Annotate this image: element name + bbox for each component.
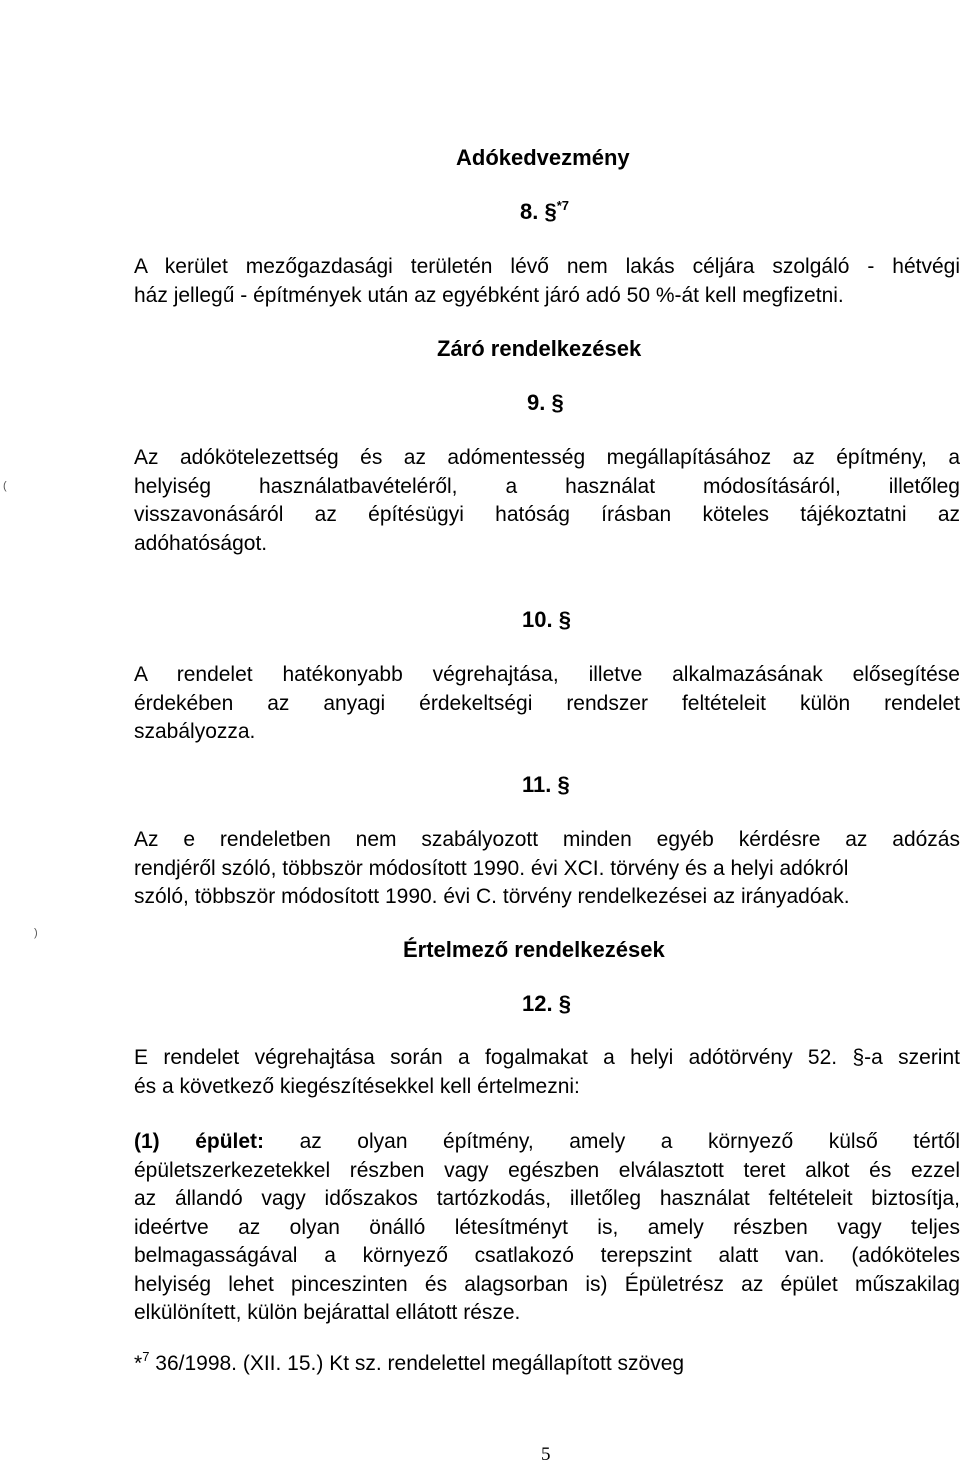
text-line: visszavonásáról az építésügyi hatóság írásban köteles tájékoztatni az [134, 503, 960, 526]
text-line: érdekében az anyagi érdekeltségi rendszer feltételeit külön rendelet [134, 691, 960, 715]
paragraph-number-11: 11. § [522, 772, 570, 797]
paragraph-12-body [134, 1044, 960, 1101]
paragraph-number-8-text: 8. § [520, 199, 557, 224]
definition-term: (1) épület: [134, 1130, 265, 1153]
footnote-ref-7: *7 [556, 198, 569, 213]
text-line: A rendelet hatékonyabb végrehajtása, illetve alkalmazásának elősegítése [134, 663, 960, 686]
text-line: ideértve az olyan önálló létesítményt is, amely részben vagy teljes [134, 1215, 960, 1239]
paragraph-8-body [134, 253, 960, 310]
page-number: 5 [541, 1444, 551, 1465]
text-line: helyiség használatbavételéről, a használat módosításáról, illetőleg [134, 474, 960, 498]
text-line: rendjéről szóló, többször módosított 1990. évi XCI. törvény és a helyi adókról [134, 856, 849, 880]
text-line: belmagasságával a környező csatlakozó terepszint alatt van. (adóköteles [134, 1244, 960, 1267]
definition-epulet [134, 1128, 960, 1328]
text-line: A kerület mezőgazdasági területén lévő nem lakás céljára szolgáló - hétvégi [134, 255, 960, 278]
section-title-ertelmezo: Értelmező rendelkezések [403, 937, 665, 962]
footnote-text: 36/1998. (XII. 15.) Kt sz. rendelettel megállapított szöveg [155, 1352, 685, 1375]
scan-mark: ( [3, 480, 7, 492]
text-line: elkülönített, külön bejárattal ellátott része. [134, 1301, 521, 1324]
text-line: ház jellegű - építmények után az egyébként járó adó 50 %-át kell megfizetni. [134, 283, 844, 307]
paragraph-number-8 [520, 199, 569, 225]
paragraph-number-12: 12. § [522, 991, 571, 1016]
section-title-adokedvezmeny: Adókedvezmény [456, 145, 630, 170]
footnote-marker: * [134, 1352, 143, 1375]
definition-first-line [134, 1128, 960, 1157]
text-line: Az e rendeletben nem szabályozott minden egyéb kérdésre az adózás [134, 828, 960, 851]
paragraph-10-body [134, 661, 960, 747]
paragraph-number-10: 10. § [522, 607, 571, 632]
footnote [134, 1349, 685, 1376]
text-line: Az adókötelezettség és az adómentesség megállapításához az építmény, a [134, 446, 960, 469]
scan-mark: ) [34, 927, 38, 939]
text-line: helyiség lehet pinceszinten és alagsorban is) Épületrész az épület műszakilag [134, 1272, 960, 1296]
footnote-number: 7 [142, 1349, 150, 1364]
paragraph-number-9: 9. § [527, 390, 564, 415]
text-segment: az olyan építmény, amely a környező külső tértől [299, 1130, 960, 1153]
text-line: és a következő kiegészítésekkel kell értelmezni: [134, 1074, 580, 1098]
text-line: szabályozza. [134, 720, 256, 743]
text-line: E rendelet végrehajtása során a fogalmakat a helyi adótörvény 52. §-a szerint [134, 1046, 960, 1069]
text-line: az állandó vagy időszakos tartózkodás, illetőleg használat feltételeit biztosítja, [134, 1187, 960, 1210]
paragraph-9-body [134, 444, 960, 558]
text-line: adóhatóságot. [134, 531, 268, 555]
text-line: épületszerkezetekkel részben vagy egészben elválasztott teret alkot és ezzel [134, 1158, 960, 1182]
section-title-zaro: Záró rendelkezések [437, 336, 642, 361]
text-line: szóló, többször módosított 1990. évi C. törvény rendelkezései az irányadóak. [134, 885, 850, 908]
paragraph-11-body [134, 826, 960, 912]
